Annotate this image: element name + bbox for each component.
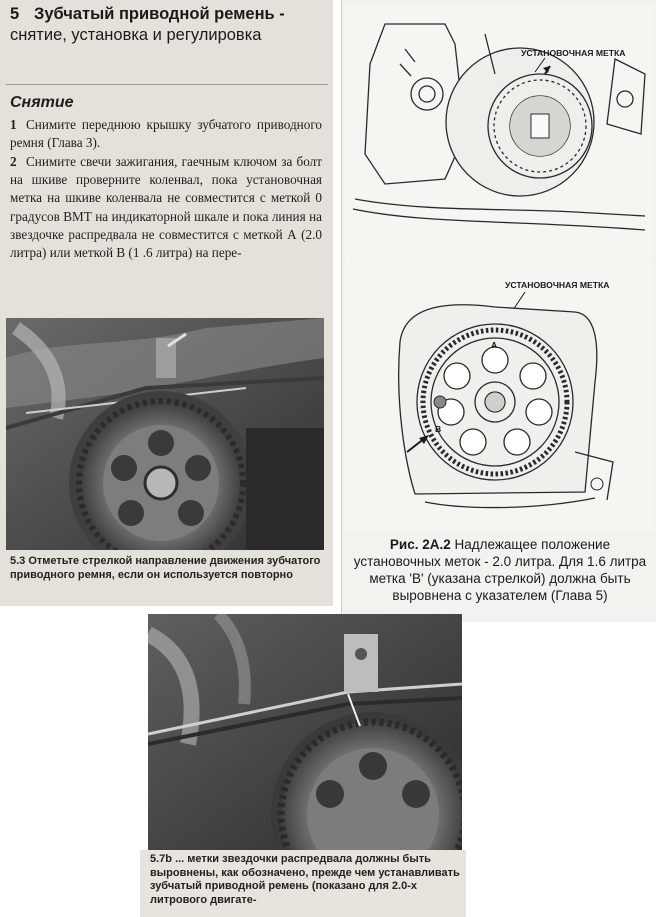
timing-mark-label-top: УСТАНОВОЧНАЯ МЕТКА [521,48,626,58]
timing-mark-label-bottom: УСТАНОВОЧНАЯ МЕТКА [505,280,610,290]
timing-diagram-bottom [345,262,653,532]
engine-photo-1 [6,318,324,550]
photo-1-caption: 5.3 Отметьте стрелкой направление движения зубчатого приводного ремня, если он используется повторно [10,555,321,581]
section-title-rest: снятие, установка и регулировка [10,26,262,44]
mark-b: B [435,424,442,434]
heading-divider [6,84,328,85]
step-2-text: Снимите свечи зажигания, гаечным ключом за болт на шкиве проверните коленвал, пока установочная метка на шкиве коленвала не совместится с меткой 0 градусов ВМТ на индикаторной шкале и пока линия на звездочке распредвала не совместится с меткой А (2.0 литра) или меткой В (1 .6 литра) на пере- [10,154,322,261]
mark-a: A [491,340,498,350]
step-1-number: 1 [10,117,17,132]
figure-caption-text: Надлежащее положение установочных меток - 2.0 литра. Для 1.6 литра метка 'В' (указана стрелкой) должна быть выровнена с указателем (Глава 5) [353,537,647,603]
timing-diagram-top [345,4,653,260]
section-number: 5 [10,5,20,23]
photo-2-caption: 5.7b ... метки звездочки распредвала должны быть выровнены, как обозначено, прежде чем устанавливать зубчатый приводной ремень (показано для 2.0-х литрового двигате- [150,853,460,906]
step-1 [10,116,322,152]
section-title-bold: Зубчатый приводной ремень - [34,5,285,23]
engine-photo-2 [148,614,462,850]
step-2 [10,153,322,262]
figure-caption [350,536,650,604]
section-heading [10,4,330,46]
step-2-number: 2 [10,154,17,169]
figure-caption-label: Рис. 2А.2 [389,537,451,552]
step-1-text: Снимите переднюю крышку зубчатого приводного ремня (Глава 3). [10,117,322,151]
subsection-heading: Снятие [10,94,74,111]
